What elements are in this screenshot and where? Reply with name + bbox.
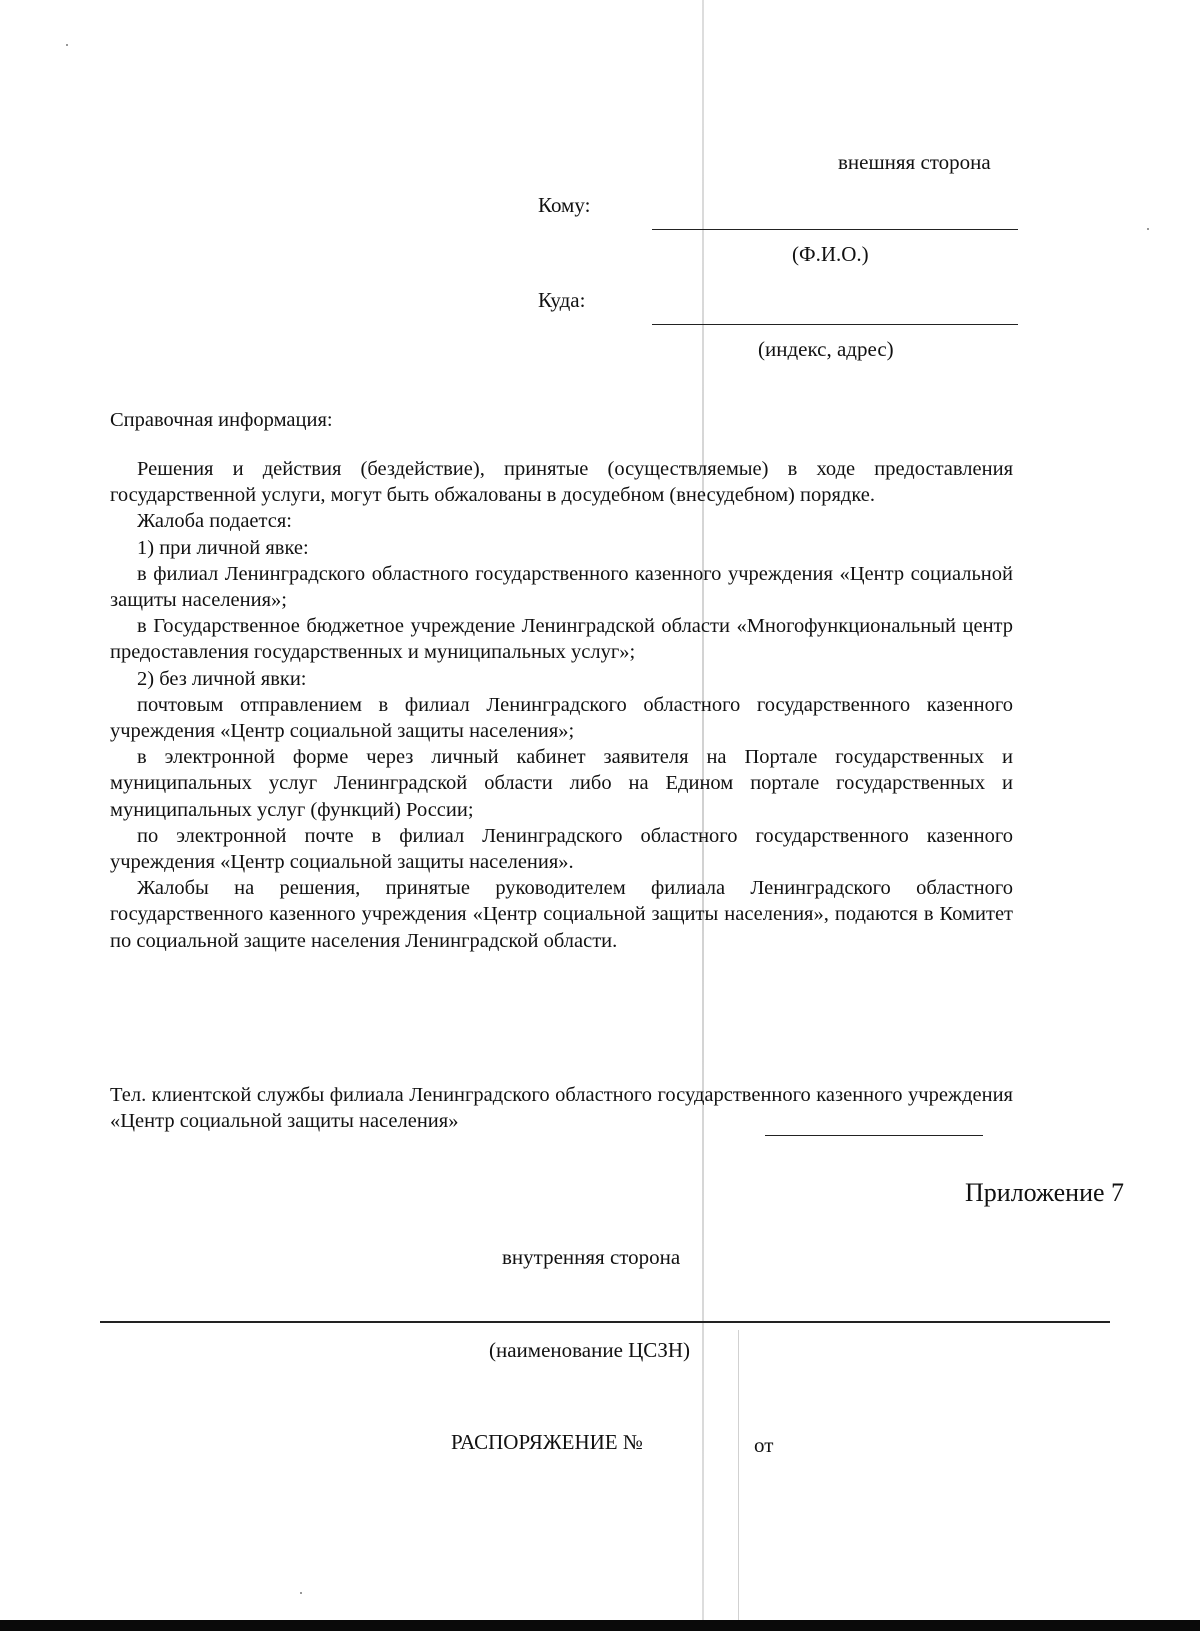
phone-text: Тел. клиентской службы филиала Ленинградского областного государственного казенного учреждения «Центр социальной защиты населения»	[110, 1084, 1013, 1133]
to-line	[652, 229, 1018, 230]
appendix-label: Приложение 7	[965, 1178, 1125, 1207]
paragraph: по электронной почте в филиал Ленинградского областного государственного казенного учреждения «Центр социальной защиты населения».	[110, 824, 1013, 874]
order-title: РАСПОРЯЖЕНИЕ №	[451, 1430, 643, 1454]
fio-caption: (Ф.И.О.)	[792, 242, 869, 266]
inner-side-label: внутренняя сторона	[502, 1245, 681, 1269]
paragraph: Жалобы на решения, принятые руководителем филиала Ленинградского областного государственного казенного учреждения «Центр социальной защиты населения», подаются в Комитет по социальной защите населения Ленинградской области.	[110, 877, 1013, 952]
address-caption: (индекс, адрес)	[758, 337, 894, 361]
phone-blank-line	[765, 1135, 983, 1136]
org-name-line	[100, 1321, 1110, 1323]
paragraph: почтовым отправлением в филиал Ленинградского областного государственного казенного учреждения «Центр социальной защиты населения»;	[110, 693, 1013, 743]
reference-body	[110, 456, 1013, 954]
where-label: Куда:	[538, 288, 586, 312]
outer-side-label: внешняя сторона	[838, 150, 991, 174]
paragraph: в электронной форме через личный кабинет заявителя на Портале государственных и муниципальных услуг Ленинградской области либо на Едином портале государственных и муниципальных услуг (функций) России;	[110, 746, 1013, 821]
scan-speck	[1147, 228, 1149, 230]
paragraph: в филиал Ленинградского областного государственного казенного учреждения «Центр социальной защиты населения»;	[110, 562, 1013, 612]
address-line	[652, 324, 1018, 325]
scan-speck	[66, 44, 68, 46]
scan-speck	[300, 1592, 302, 1594]
phone-block	[110, 1082, 1013, 1134]
paragraph: в Государственное бюджетное учреждение Ленинградской области «Многофункциональный центр предоставления государственных и муниципальных услуг»;	[110, 615, 1013, 664]
paragraph: 1) при личной явке:	[137, 536, 309, 559]
paragraph: Решения и действия (бездействие), принятые (осуществляемые) в ходе предоставления государственной услуги, могут быть обжалованы в досудебном (внесудебном) порядке.	[110, 458, 1013, 507]
paragraph: 2) без личной явки:	[137, 667, 307, 690]
from-label: от	[754, 1433, 774, 1457]
to-label: Кому:	[538, 193, 591, 217]
scan-edge-bar	[0, 1620, 1200, 1631]
fold-line-secondary	[738, 1330, 739, 1631]
org-caption: (наименование ЦСЗН)	[489, 1338, 690, 1362]
paragraph: Жалоба подается:	[137, 510, 292, 533]
reference-title: Справочная информация:	[110, 409, 333, 431]
